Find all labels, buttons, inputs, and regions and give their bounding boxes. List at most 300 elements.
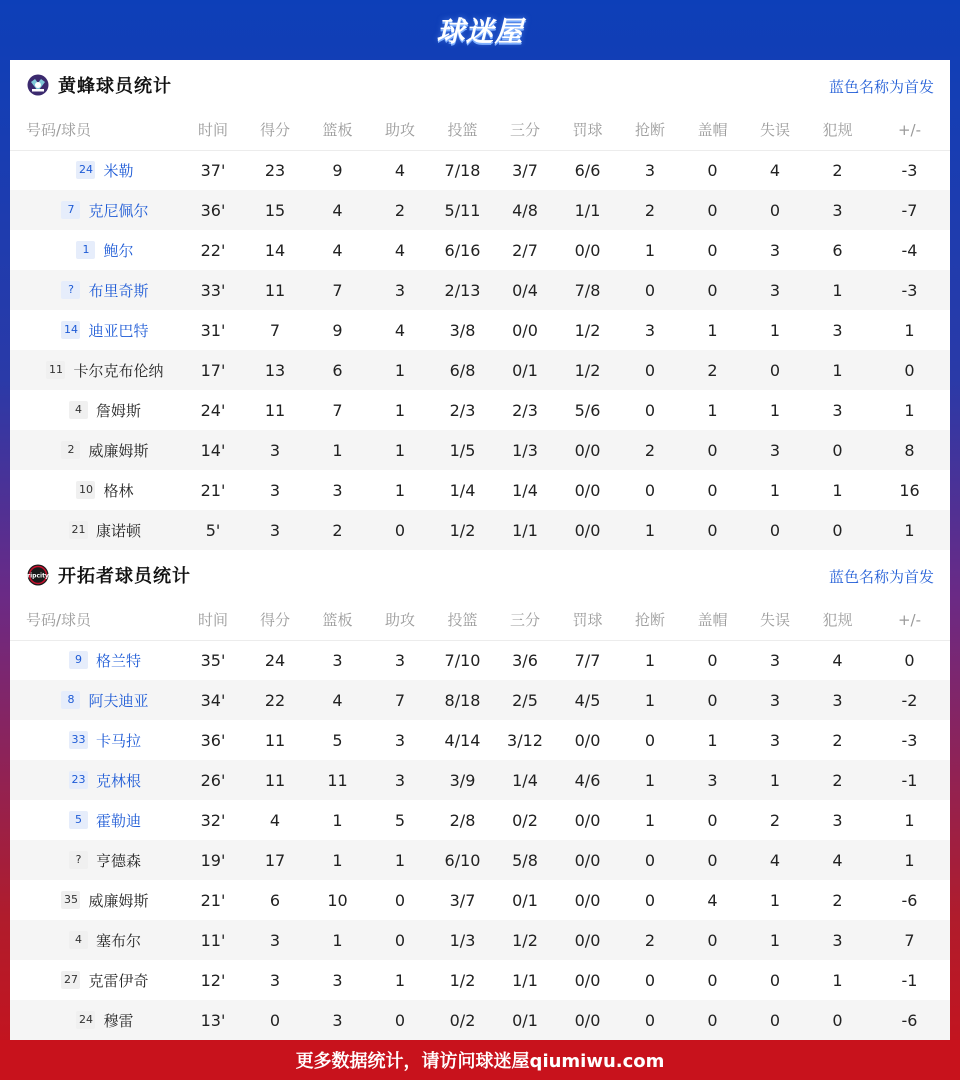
player-name[interactable]: 格兰特 — [95, 651, 141, 670]
stat-ft: 4/5 — [556, 680, 619, 720]
player-name[interactable]: 克尼佩尔 — [88, 201, 149, 220]
column-header: 助攻 — [369, 110, 431, 150]
column-header: 失误 — [744, 600, 806, 640]
stat-plus-minus: 1 — [869, 510, 950, 550]
column-header: 犯规 — [806, 110, 869, 150]
panel-title: 开拓者球员统计 — [58, 566, 191, 587]
stat-turnovers: 3 — [744, 680, 806, 720]
player-cell — [10, 680, 182, 720]
stat-fouls: 3 — [806, 680, 869, 720]
stat-points: 15 — [244, 190, 306, 230]
stat-minutes: 31' — [200, 320, 226, 340]
stat-threes: 5/8 — [494, 840, 556, 880]
stat-plus-minus: 1 — [904, 810, 915, 830]
stat-assists: 1 — [394, 970, 406, 990]
stat-turnovers: 4 — [744, 840, 806, 880]
jersey-number: 4 — [69, 401, 88, 419]
stats-table — [10, 110, 950, 550]
stat-rebounds: 1 — [306, 840, 369, 880]
player-name[interactable]: 迪亚巴特 — [88, 321, 149, 340]
site-header — [0, 0, 960, 60]
table-row — [10, 760, 950, 800]
stat-points: 0 — [244, 1000, 306, 1040]
stat-minutes: 19' — [182, 840, 244, 880]
stat-ft: 0/0 — [574, 480, 601, 500]
table-row — [10, 510, 950, 550]
stat-blocks: 0 — [681, 190, 744, 230]
player-cell — [10, 760, 182, 800]
player-name[interactable]: 鲍尔 — [103, 241, 134, 260]
stat-fg: 1/2 — [431, 510, 494, 550]
stat-rebounds: 7 — [332, 400, 343, 420]
stat-threes: 2/7 — [512, 240, 538, 260]
player-cell — [10, 510, 182, 550]
table-row — [10, 470, 950, 510]
stat-turnovers: 3 — [769, 650, 781, 670]
stat-turnovers: 1 — [769, 400, 781, 420]
jersey-number: ? — [69, 851, 88, 869]
stat-steals: 0 — [644, 480, 656, 500]
player-name[interactable]: 克林根 — [95, 771, 141, 790]
stat-plus-minus: 8 — [869, 430, 950, 470]
stat-ft: 0/0 — [556, 840, 619, 880]
stat-blocks: 0 — [707, 160, 718, 180]
stat-fouls: 1 — [806, 270, 869, 310]
stat-points: 3 — [244, 430, 306, 470]
stat-steals: 0 — [619, 350, 681, 390]
hornets-stats-panel — [10, 60, 950, 550]
column-header: 篮板 — [306, 110, 369, 150]
stat-fg: 3/8 — [449, 320, 476, 340]
stat-ft: 0/0 — [574, 890, 601, 910]
header-row — [10, 110, 950, 150]
stat-rebounds: 4 — [306, 680, 369, 720]
stat-steals: 0 — [644, 730, 656, 750]
stat-fouls: 2 — [832, 160, 843, 180]
stat-rebounds: 3 — [306, 1000, 369, 1040]
stat-rebounds: 4 — [332, 240, 343, 260]
column-header: 得分 — [244, 110, 306, 150]
stat-assists: 3 — [369, 270, 431, 310]
jersey-number: 21 — [69, 521, 88, 539]
column-header: 盖帽 — [681, 600, 744, 640]
stat-minutes: 24' — [200, 400, 226, 420]
stat-fouls: 1 — [832, 480, 843, 500]
column-header: 投篮 — [431, 110, 494, 150]
stat-steals: 1 — [619, 760, 681, 800]
stat-threes: 4/8 — [494, 190, 556, 230]
stat-blocks: 0 — [707, 240, 718, 260]
stat-rebounds: 1 — [332, 810, 343, 830]
player-name[interactable]: 布里奇斯 — [88, 281, 149, 300]
stat-turnovers: 1 — [744, 920, 806, 960]
stat-threes: 3/7 — [512, 160, 538, 180]
blazers-stats-panel — [10, 550, 950, 1040]
panel-header — [10, 550, 950, 600]
stat-rebounds: 11 — [306, 760, 369, 800]
player-rows — [10, 150, 950, 550]
jersey-number: 10 — [76, 481, 95, 499]
table-row — [10, 800, 950, 840]
footer-text[interactable]: 更多数据统计，请访问球迷屋qiumiwu.com — [295, 1051, 665, 1072]
stat-plus-minus: 1 — [904, 400, 915, 420]
stat-fouls: 0 — [806, 1000, 869, 1040]
column-header: 得分 — [244, 600, 306, 640]
stat-blocks: 0 — [681, 270, 744, 310]
player-name[interactable]: 卡马拉 — [95, 731, 141, 750]
player-cell — [10, 640, 182, 680]
player-cell — [10, 720, 182, 760]
stat-minutes: 36' — [182, 190, 244, 230]
stat-assists: 4 — [394, 160, 406, 180]
stat-fg: 8/18 — [431, 680, 494, 720]
stat-steals: 0 — [619, 1000, 681, 1040]
stats-table — [10, 600, 950, 1040]
table-row — [10, 310, 950, 350]
stat-fouls: 0 — [806, 510, 869, 550]
jersey-number: 4 — [69, 931, 88, 949]
column-header: +/- — [869, 600, 950, 640]
stat-assists: 1 — [369, 840, 431, 880]
stat-fg: 5/11 — [431, 190, 494, 230]
stat-fg: 2/8 — [449, 810, 476, 830]
footer-banner — [0, 1040, 960, 1080]
stat-points: 11 — [264, 400, 286, 420]
player-name[interactable]: 塞布尔 — [95, 931, 141, 950]
stat-fg: 6/16 — [444, 240, 481, 260]
table-row — [10, 1000, 950, 1040]
stat-threes: 1/4 — [512, 480, 538, 500]
stat-points: 17 — [244, 840, 306, 880]
jersey-number: 8 — [61, 691, 80, 709]
stat-steals: 1 — [619, 510, 681, 550]
stat-minutes: 21' — [200, 480, 226, 500]
svg-text:ripcity: ripcity — [27, 572, 49, 580]
player-name[interactable]: 克雷伊奇 — [88, 971, 149, 990]
stat-assists: 2 — [369, 190, 431, 230]
column-header: 号码/球员 — [10, 110, 182, 150]
stat-fg: 2/3 — [449, 400, 476, 420]
stat-rebounds: 9 — [332, 320, 343, 340]
stat-plus-minus: -3 — [901, 160, 918, 180]
stat-plus-minus: -2 — [869, 680, 950, 720]
stat-rebounds: 7 — [306, 270, 369, 310]
player-cell — [10, 350, 182, 390]
panel-header — [10, 60, 950, 110]
stat-fouls: 3 — [832, 320, 843, 340]
stat-plus-minus: -1 — [869, 760, 950, 800]
player-cell — [10, 150, 182, 190]
hornets-logo — [26, 73, 50, 97]
stat-assists: 4 — [394, 240, 406, 260]
stat-rebounds: 2 — [306, 510, 369, 550]
stat-minutes: 32' — [200, 810, 226, 830]
starter-legend: 蓝色名称为首发 — [828, 568, 934, 586]
stat-threes: 0/1 — [512, 890, 538, 910]
stat-blocks: 0 — [707, 650, 718, 670]
stat-fouls: 2 — [806, 760, 869, 800]
stat-plus-minus: 0 — [869, 350, 950, 390]
stat-turnovers: 1 — [769, 480, 781, 500]
jersey-number: 5 — [69, 811, 88, 829]
stat-points: 13 — [244, 350, 306, 390]
player-name[interactable]: 米勒 — [103, 161, 134, 180]
stat-steals: 3 — [644, 160, 656, 180]
stat-blocks: 0 — [681, 430, 744, 470]
jersey-number: 14 — [61, 321, 80, 339]
stat-turnovers: 1 — [769, 320, 781, 340]
stat-minutes: 21' — [200, 890, 226, 910]
player-cell — [10, 800, 182, 840]
player-name[interactable]: 威廉姆斯 — [88, 441, 149, 460]
stat-fg: 7/10 — [444, 650, 481, 670]
column-header: 时间 — [182, 600, 244, 640]
player-cell — [10, 1000, 182, 1040]
stat-fouls: 3 — [832, 400, 843, 420]
stat-assists: 3 — [394, 650, 406, 670]
stat-fouls: 1 — [832, 970, 843, 990]
stat-assists: 0 — [394, 890, 406, 910]
jersey-number: 24 — [76, 161, 95, 179]
player-name[interactable]: 阿夫迪亚 — [88, 691, 149, 710]
jersey-number: 23 — [69, 771, 88, 789]
table-row — [10, 840, 950, 880]
player-name[interactable]: 康诺顿 — [95, 521, 141, 540]
stat-rebounds: 3 — [332, 480, 343, 500]
stat-fg: 7/18 — [444, 160, 481, 180]
player-name[interactable]: 威廉姆斯 — [88, 891, 149, 910]
stat-turnovers: 0 — [744, 350, 806, 390]
table-row — [10, 880, 950, 920]
table-row — [10, 190, 950, 230]
stat-rebounds: 4 — [306, 190, 369, 230]
stat-turnovers: 0 — [744, 1000, 806, 1040]
player-name[interactable]: 穆雷 — [103, 1011, 134, 1030]
stat-plus-minus: -3 — [901, 730, 918, 750]
jersey-number: 1 — [76, 241, 95, 259]
stat-blocks: 0 — [707, 480, 718, 500]
column-header: 投篮 — [431, 600, 494, 640]
player-name[interactable]: 亨德森 — [95, 851, 141, 870]
column-header: 罚球 — [556, 110, 619, 150]
stat-plus-minus: -7 — [869, 190, 950, 230]
stat-ft: 0/0 — [556, 430, 619, 470]
stat-ft: 1/2 — [574, 320, 601, 340]
stat-blocks: 0 — [681, 1000, 744, 1040]
stat-ft: 1/2 — [556, 350, 619, 390]
stat-blocks: 0 — [681, 680, 744, 720]
stat-ft: 0/0 — [574, 810, 601, 830]
stat-points: 22 — [244, 680, 306, 720]
stat-turnovers: 0 — [769, 970, 781, 990]
stat-minutes: 14' — [182, 430, 244, 470]
site-logo[interactable]: 球迷屋 — [436, 15, 524, 48]
stat-blocks: 0 — [707, 970, 718, 990]
stat-rebounds: 3 — [332, 970, 343, 990]
stat-fouls: 6 — [832, 240, 843, 260]
stat-minutes: 33' — [182, 270, 244, 310]
stat-fouls: 3 — [806, 920, 869, 960]
stat-turnovers: 0 — [744, 190, 806, 230]
column-header: 号码/球员 — [10, 600, 182, 640]
stat-fg: 1/2 — [449, 970, 476, 990]
player-rows — [10, 640, 950, 1040]
stat-fouls: 2 — [832, 890, 843, 910]
stat-minutes: 11' — [182, 920, 244, 960]
column-header: 盖帽 — [681, 110, 744, 150]
stat-plus-minus: -1 — [901, 970, 918, 990]
player-cell — [10, 230, 182, 270]
player-name[interactable]: 格林 — [103, 481, 134, 500]
player-name[interactable]: 詹姆斯 — [95, 401, 141, 420]
stat-assists: 1 — [369, 350, 431, 390]
table-row — [10, 230, 950, 270]
stat-blocks: 0 — [707, 810, 718, 830]
stat-blocks: 1 — [707, 400, 718, 420]
jersey-number: 33 — [69, 731, 88, 749]
stat-threes: 1/4 — [494, 760, 556, 800]
stat-steals: 0 — [619, 840, 681, 880]
stat-minutes: 37' — [200, 160, 226, 180]
stat-blocks: 0 — [681, 840, 744, 880]
stat-minutes: 36' — [200, 730, 226, 750]
stat-steals: 1 — [644, 810, 656, 830]
stat-points: 14 — [264, 240, 286, 260]
stat-plus-minus: -6 — [901, 890, 918, 910]
stat-threes: 0/4 — [494, 270, 556, 310]
stat-fg: 0/2 — [431, 1000, 494, 1040]
stat-blocks: 1 — [707, 730, 718, 750]
table-row — [10, 640, 950, 680]
stat-ft: 4/6 — [556, 760, 619, 800]
table-row — [10, 270, 950, 310]
header-row — [10, 600, 950, 640]
stat-steals: 2 — [619, 190, 681, 230]
stat-threes: 0/1 — [494, 350, 556, 390]
stat-minutes: 34' — [182, 680, 244, 720]
stat-threes: 0/1 — [494, 1000, 556, 1040]
stat-fouls: 2 — [832, 730, 843, 750]
stat-blocks: 3 — [681, 760, 744, 800]
stat-blocks: 0 — [681, 510, 744, 550]
stat-steals: 2 — [619, 430, 681, 470]
table-row — [10, 350, 950, 390]
stat-rebounds: 1 — [306, 920, 369, 960]
table-row — [10, 920, 950, 960]
stat-threes: 3/12 — [507, 730, 543, 750]
stat-plus-minus: 16 — [899, 480, 920, 500]
stat-steals: 2 — [619, 920, 681, 960]
column-header: 三分 — [494, 110, 556, 150]
stat-assists: 3 — [369, 760, 431, 800]
player-cell — [10, 270, 182, 310]
column-header: 时间 — [182, 110, 244, 150]
stat-steals: 1 — [644, 650, 656, 670]
stat-plus-minus: -3 — [869, 270, 950, 310]
stat-assists: 3 — [394, 730, 406, 750]
stat-assists: 0 — [369, 1000, 431, 1040]
stat-assists: 1 — [394, 480, 406, 500]
stat-plus-minus: 1 — [869, 840, 950, 880]
stat-plus-minus: 7 — [869, 920, 950, 960]
table-row — [10, 150, 950, 190]
stat-rebounds: 3 — [332, 650, 343, 670]
column-header: 抢断 — [619, 110, 681, 150]
stat-threes: 1/1 — [494, 510, 556, 550]
stat-fg: 1/4 — [449, 480, 476, 500]
player-name[interactable]: 霍勒迪 — [95, 811, 141, 830]
jersey-number: 7 — [61, 201, 80, 219]
stat-assists: 1 — [394, 400, 406, 420]
stat-threes: 2/3 — [512, 400, 538, 420]
stat-steals: 0 — [619, 270, 681, 310]
stat-rebounds: 9 — [332, 160, 343, 180]
stat-fg: 3/9 — [431, 760, 494, 800]
stat-fouls: 1 — [806, 350, 869, 390]
player-cell — [10, 310, 182, 350]
stat-turnovers: 1 — [769, 890, 781, 910]
jersey-number: 9 — [69, 651, 88, 669]
blazers-logo — [26, 563, 50, 587]
stat-points: 3 — [269, 970, 281, 990]
column-header: 失误 — [744, 110, 806, 150]
column-header: 罚球 — [556, 600, 619, 640]
stat-fg: 6/10 — [431, 840, 494, 880]
stat-ft: 0/0 — [574, 240, 601, 260]
stat-steals: 3 — [644, 320, 656, 340]
stat-threes: 2/5 — [494, 680, 556, 720]
player-name[interactable]: 卡尔克布伦纳 — [73, 361, 164, 380]
stat-steals: 0 — [644, 890, 656, 910]
stat-ft: 0/0 — [574, 970, 601, 990]
stat-ft: 0/0 — [556, 1000, 619, 1040]
player-cell — [10, 390, 182, 430]
stat-fg: 4/14 — [444, 730, 481, 750]
jersey-number: 11 — [46, 361, 65, 379]
stat-ft: 7/8 — [556, 270, 619, 310]
stat-points: 23 — [264, 160, 286, 180]
stat-fouls: 4 — [832, 650, 843, 670]
stat-minutes: 22' — [200, 240, 226, 260]
stat-fouls: 3 — [832, 810, 843, 830]
stat-points: 7 — [269, 320, 281, 340]
stat-blocks: 2 — [681, 350, 744, 390]
stat-turnovers: 3 — [769, 240, 781, 260]
stat-points: 24 — [264, 650, 286, 670]
stat-fg: 6/8 — [431, 350, 494, 390]
stat-minutes: 12' — [200, 970, 226, 990]
column-header: 犯规 — [806, 600, 869, 640]
panel-title: 黄蜂球员统计 — [58, 76, 172, 97]
player-cell — [10, 920, 182, 960]
stat-points: 3 — [244, 510, 306, 550]
stat-fg: 3/7 — [449, 890, 476, 910]
stat-plus-minus: 1 — [904, 320, 915, 340]
stat-minutes: 17' — [182, 350, 244, 390]
stat-assists: 5 — [394, 810, 406, 830]
stat-points: 11 — [264, 730, 286, 750]
stat-turnovers: 3 — [744, 430, 806, 470]
stat-assists: 4 — [394, 320, 406, 340]
stat-points: 3 — [269, 480, 281, 500]
column-header: 抢断 — [619, 600, 681, 640]
stat-minutes: 26' — [182, 760, 244, 800]
table-row — [10, 430, 950, 470]
stat-turnovers: 2 — [769, 810, 781, 830]
stat-turnovers: 3 — [769, 730, 781, 750]
column-header: 助攻 — [369, 600, 431, 640]
stat-threes: 0/0 — [512, 320, 538, 340]
